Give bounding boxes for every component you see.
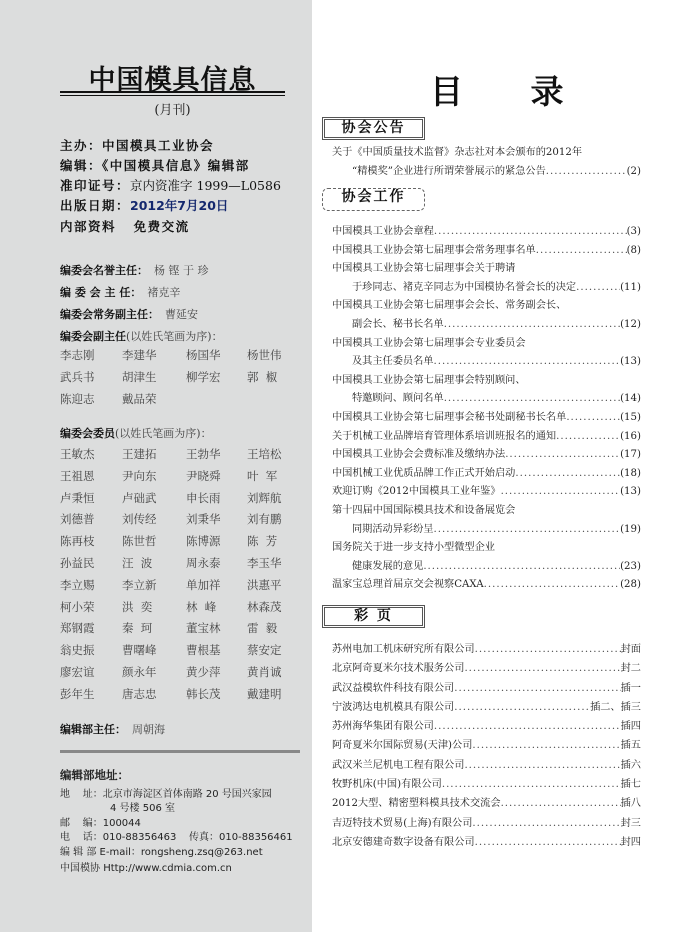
deputies-grid xyxy=(60,345,300,410)
frequency: (月刊) xyxy=(154,103,191,118)
toc-entry[interactable] xyxy=(332,372,641,391)
committee-member-name: 翁史振 xyxy=(60,643,95,658)
editor-in-chief: 编辑部主任： 周朝海 xyxy=(60,723,165,736)
committee-member-name: 申长雨 xyxy=(186,490,221,505)
committee-member-name: 林 峰 xyxy=(186,599,217,614)
toc-entry-page: 封面 xyxy=(620,644,641,655)
committee-member-name: 黄肖诚 xyxy=(247,664,282,679)
dot-leader xyxy=(464,659,620,678)
toc-entry-title: 中国模具工业协会第七届理事会关于聘请 xyxy=(332,263,516,275)
toc-entry-page: (15) xyxy=(620,411,641,423)
toc-entry-title: 中国模具工业协会第七届理事会特别顾问、 xyxy=(332,374,526,386)
email-link[interactable]: rongsheng.zsq@263.net xyxy=(140,847,263,858)
toc-entry-page: (13) xyxy=(620,486,641,498)
toc-entry-title: 吉迈特技术贸易(上海)有限公司 xyxy=(332,817,473,829)
toc-entry-page: (28) xyxy=(620,579,641,591)
address-heading: 编辑部地址： xyxy=(60,768,129,782)
masthead-panel xyxy=(0,0,312,932)
toc-entry-page: 插六 xyxy=(620,759,641,771)
toc-entry[interactable] xyxy=(332,717,641,736)
committee-member-name: 戴建明 xyxy=(247,686,282,701)
toc-entry-title: 及其主任委员名单 xyxy=(352,356,434,368)
toc-entry[interactable] xyxy=(332,521,641,540)
committee-member-name: 周永泰 xyxy=(186,555,221,570)
table-of-contents xyxy=(312,0,689,932)
committee-member-name: 刘传经 xyxy=(122,512,157,527)
toc-entry-page: (11) xyxy=(620,281,641,293)
dot-leader xyxy=(505,446,620,465)
zip-line: 邮 编：100044 xyxy=(60,818,141,829)
toc-entry-title: 中国模具工业协会第七届理事会秘书处副秘书长名单 xyxy=(332,411,567,423)
dot-leader xyxy=(442,775,621,794)
toc-entry[interactable] xyxy=(332,736,641,755)
committee-member-name: 李志刚 xyxy=(60,348,95,362)
dot-leader xyxy=(576,279,620,298)
email-line: 编 辑 部 E-mail：rongsheng.zsq@263.net xyxy=(60,847,263,858)
toc-entry-title: 关于机械工业品牌培育管理体系培训班报名的通知 xyxy=(332,430,557,442)
toc-entry-title: 北京安德建奇数字设备有限公司 xyxy=(332,836,475,848)
toc-entry[interactable] xyxy=(332,144,641,163)
committee-member-name: 韩长茂 xyxy=(186,686,221,701)
toc-entry[interactable] xyxy=(332,409,641,428)
committee-member-name: 胡津生 xyxy=(122,369,157,384)
toc-entry-page: (2) xyxy=(626,165,641,177)
committee-member-name: 汪 波 xyxy=(122,555,153,570)
web-line: 中国模协 Http://www.cdmia.com.cn xyxy=(60,863,232,874)
toc-entry-page: 插七 xyxy=(620,779,641,791)
dot-leader xyxy=(434,223,627,242)
committee-member-name: 王勃华 xyxy=(186,447,221,461)
committee-member-name: 刘德普 xyxy=(60,512,95,527)
toc-entry-page: 封三 xyxy=(620,817,641,829)
toc-entry[interactable] xyxy=(332,223,641,242)
toc-entry[interactable] xyxy=(332,698,641,717)
dot-leader xyxy=(501,483,621,502)
committee-member-name: 唐志忠 xyxy=(122,686,157,701)
committee-member-name: 林森茂 xyxy=(247,599,282,614)
editor-line: 编辑：《中国模具信息》编辑部 xyxy=(60,158,250,173)
toc-entry-title: 阿奇夏米尔国际贸易(天津)公司 xyxy=(332,740,473,752)
committee-member-name: 王祖恩 xyxy=(60,468,95,483)
toc-entry-page: (13) xyxy=(620,356,641,368)
permit-line: 准印证号：京内资准字 1999—L0586 xyxy=(60,178,281,193)
toc-entry-title: 同期活动异彩纷呈 xyxy=(352,523,434,535)
committee-member-name: 柯小荣 xyxy=(60,599,95,614)
dot-leader xyxy=(454,679,620,698)
color-pages-list xyxy=(332,640,641,852)
toc-entry-title: “精模奖”企业进行所谓荣誉展示的紧急公告 xyxy=(352,165,546,177)
committee-member-name: 王敏杰 xyxy=(60,447,95,461)
toc-entry-page: (12) xyxy=(620,318,641,330)
toc-entry-title: 国务院关于进一步支持小型微型企业 xyxy=(332,542,495,554)
committee-member-name: 陈博源 xyxy=(186,534,221,549)
toc-entry[interactable] xyxy=(332,163,641,182)
dot-leader xyxy=(515,465,620,484)
section-heading-color-pages: 彩 页 xyxy=(322,605,425,628)
toc-entry[interactable] xyxy=(332,260,641,279)
website-link[interactable]: Http://www.cdmia.com.cn xyxy=(103,863,232,874)
toc-entry[interactable] xyxy=(332,576,641,595)
dot-leader xyxy=(501,794,621,813)
toc-entry[interactable] xyxy=(332,756,641,775)
committee-member-name: 黄少萍 xyxy=(186,664,221,679)
director: 编 委 会 主 任： 褚克辛 xyxy=(60,286,181,299)
committee-member-name: 戴品荣 xyxy=(122,391,157,406)
section-heading-association-work: 协会工作 xyxy=(322,188,425,211)
magazine-title: 中国模具信息 xyxy=(88,65,257,96)
toc-entry-title: 中国机械工业优质品牌工作正式开始启动 xyxy=(332,467,516,479)
dot-leader xyxy=(444,390,620,409)
toc-entry-title: 特邀顾问、顾问名单 xyxy=(352,393,444,405)
phone-line: 电 话：010-88356463 传真：010-88356461 xyxy=(60,832,293,843)
committee-member-name: 柳学宏 xyxy=(186,369,221,384)
internal-line: 内部资料 免费交流 xyxy=(60,219,190,234)
members-heading: 编委会委员(以姓氏笔画为序)： xyxy=(60,427,212,440)
dot-leader xyxy=(434,353,621,372)
toc-entry[interactable] xyxy=(332,679,641,698)
committee-member-name: 王培松 xyxy=(247,447,282,461)
dot-leader xyxy=(536,242,627,261)
committee-member-name: 彭年生 xyxy=(60,686,95,701)
members-grid xyxy=(60,444,300,706)
exec-deputy-director: 编委会常务副主任： 曹延安 xyxy=(60,308,198,321)
committee-member-name: 李立赐 xyxy=(60,577,95,592)
dot-leader xyxy=(566,409,620,428)
committee-member-name: 尹向东 xyxy=(122,468,157,483)
deputies-heading: 编委会副主任(以姓氏笔画为序)： xyxy=(60,330,223,343)
dot-leader xyxy=(454,698,590,717)
dot-leader xyxy=(556,428,620,447)
committee-member-name: 单加祥 xyxy=(186,577,221,592)
committee-member-name: 颜永年 xyxy=(122,664,157,679)
toc-entry-page: (17) xyxy=(620,449,641,461)
committee-member-name: 秦 珂 xyxy=(122,621,153,636)
association-work-list xyxy=(332,223,641,595)
toc-entry-page: (18) xyxy=(620,467,641,479)
toc-entry-title: 牧野机床(中国)有限公司 xyxy=(332,779,442,791)
dot-leader xyxy=(475,640,621,659)
toc-entry-page: (3) xyxy=(626,226,641,237)
toc-entry-title: 北京阿奇夏米尔技术服务公司 xyxy=(332,663,465,675)
committee-member-name: 陈世哲 xyxy=(122,534,157,549)
committee-member-name: 叶 军 xyxy=(247,468,278,483)
committee-member-name: 李建华 xyxy=(122,348,157,362)
committee-member-name: 蔡安定 xyxy=(247,643,282,658)
toc-entry[interactable] xyxy=(332,335,641,354)
committee-member-name: 曹根基 xyxy=(186,643,221,658)
toc-entry-title: 温家宝总理首届京交会视察CAXA xyxy=(332,579,484,591)
dot-leader xyxy=(472,736,620,755)
dot-leader xyxy=(475,833,621,852)
committee-member-name: 杨世伟 xyxy=(247,348,282,362)
toc-entry[interactable] xyxy=(332,659,641,678)
toc-entry[interactable] xyxy=(332,465,641,484)
committee-member-name: 刘秉华 xyxy=(186,512,221,527)
section-heading-announcements: 协会公告 xyxy=(322,117,425,140)
committee-member-name: 洪惠平 xyxy=(247,577,282,592)
committee-member-name: 曹曙峰 xyxy=(122,643,157,658)
announcements-list xyxy=(332,144,641,181)
toc-entry[interactable] xyxy=(332,775,641,794)
toc-entry-title: 苏州海华集团有限公司 xyxy=(332,721,434,733)
committee-member-name: 李玉华 xyxy=(247,555,282,570)
committee-member-name: 卢础武 xyxy=(122,490,157,505)
dot-leader xyxy=(472,814,620,833)
toc-entry-page: (23) xyxy=(620,560,641,572)
toc-entry-page: (19) xyxy=(620,523,641,535)
committee-member-name: 孙益民 xyxy=(60,555,95,570)
dot-leader xyxy=(434,717,621,736)
committee-member-name: 刘辉航 xyxy=(247,490,282,505)
committee-member-name: 武兵书 xyxy=(60,369,95,384)
toc-entry-page: 插八 xyxy=(620,798,641,810)
divider xyxy=(60,750,300,753)
committee-member-name: 郭 椒 xyxy=(247,369,278,384)
committee-member-name: 雷 毅 xyxy=(247,621,278,636)
toc-entry[interactable] xyxy=(332,483,641,502)
committee-member-name: 王建拓 xyxy=(122,447,157,461)
toc-entry-page: 插二、插三 xyxy=(590,701,641,713)
toc-entry[interactable] xyxy=(332,353,641,372)
toc-entry-title: 关于《中国质量技术监督》杂志社对本会颁布的2012年 xyxy=(332,147,583,158)
committee-member-name: 陈迎志 xyxy=(60,391,95,406)
toc-entry[interactable] xyxy=(332,814,641,833)
toc-entry[interactable] xyxy=(332,428,641,447)
toc-entry-page: 插五 xyxy=(620,740,641,752)
committee-member-name: 杨国华 xyxy=(186,348,221,362)
toc-entry[interactable] xyxy=(332,502,641,521)
toc-entry[interactable] xyxy=(332,316,641,335)
toc-entry[interactable] xyxy=(332,242,641,261)
toc-entry-title: 中国模具工业协会第七届理事会会长、常务副会长、 xyxy=(332,300,567,312)
toc-entry-title: 欢迎订购《2012中国模具工业年鉴》 xyxy=(332,486,501,498)
toc-entry-page: (14) xyxy=(620,393,641,405)
committee-member-name: 尹晓舜 xyxy=(186,468,221,483)
dot-leader xyxy=(546,163,627,182)
toc-entry-title: 中国模具工业协会章程 xyxy=(332,226,434,237)
dot-leader xyxy=(444,316,620,335)
toc-entry[interactable] xyxy=(332,446,641,465)
toc-entry[interactable] xyxy=(332,558,641,577)
toc-entry[interactable] xyxy=(332,297,641,316)
dot-leader xyxy=(464,756,620,775)
toc-entry-title: 中国模具工业协会第七届理事会专业委员会 xyxy=(332,337,526,349)
toc-entry[interactable] xyxy=(332,279,641,298)
honorary-director: 编委会名誉主任： 杨 铿 于 珍 xyxy=(60,264,209,277)
toc-entry-page: (8) xyxy=(626,244,641,256)
toc-entry[interactable] xyxy=(332,640,641,659)
toc-entry-title: 武汉米兰尼机电工程有限公司 xyxy=(332,759,465,771)
toc-entry-page: 封四 xyxy=(620,836,641,848)
toc-entry[interactable] xyxy=(332,390,641,409)
address-line-2: 4 号楼 506 室 xyxy=(110,803,175,814)
toc-entry-title: 于珍同志、褚克辛同志为中国模协名誉会长的决定 xyxy=(352,281,577,293)
toc-entry-title: 2012大型、精密塑料模具技术交流会 xyxy=(332,798,501,810)
toc-entry[interactable] xyxy=(332,794,641,813)
toc-entry-title: 苏州电加工机床研究所有限公司 xyxy=(332,644,475,655)
toc-entry-page: 插四 xyxy=(620,721,641,733)
committee-member-name: 陈 芳 xyxy=(247,534,278,549)
committee-member-name: 卢秉恒 xyxy=(60,490,95,505)
committee-member-name: 洪 奕 xyxy=(122,599,153,614)
toc-entry-page: 插一 xyxy=(620,682,641,694)
toc-entry-title: 中国模具工业协会第七届理事会常务理事名单 xyxy=(332,244,536,256)
toc-entry-page: (16) xyxy=(620,430,641,442)
toc-entry[interactable] xyxy=(332,539,641,558)
publisher-line: 主办：中国模具工业协会 xyxy=(60,138,215,153)
toc-entry-title: 武汉益模软件科技有限公司 xyxy=(332,682,455,694)
toc-entry-page: 封二 xyxy=(620,663,641,675)
address-line: 地 址：北京市海淀区首体南路 20 号国兴家园 xyxy=(60,789,272,800)
dot-leader xyxy=(434,521,621,540)
dot-leader xyxy=(423,558,620,577)
toc-entry-title: 中国模具工业协会会费标准及缴纳办法 xyxy=(332,449,506,461)
toc-title: 目 录 xyxy=(430,72,592,111)
committee-member-name: 郑钢霞 xyxy=(60,621,95,636)
committee-member-name: 李立新 xyxy=(122,577,157,592)
toc-entry-title: 宁波鸿达电机模具有限公司 xyxy=(332,701,455,713)
title-double-rule xyxy=(60,91,285,96)
committee-member-name: 董宝林 xyxy=(186,621,221,636)
committee-member-name: 廖宏谊 xyxy=(60,664,95,679)
toc-entry-title: 健康发展的意见 xyxy=(352,560,424,572)
committee-member-name: 刘有鹏 xyxy=(247,512,282,527)
date-line: 出版日期：2012年7月20日 xyxy=(60,198,229,213)
toc-entry-title: 第十四届中国国际模具技术和设备展览会 xyxy=(332,504,516,516)
toc-entry[interactable] xyxy=(332,833,641,852)
dot-leader xyxy=(484,576,620,595)
toc-entry-title: 副会长、秘书长名单 xyxy=(352,318,444,330)
committee-member-name: 陈再枝 xyxy=(60,534,95,549)
